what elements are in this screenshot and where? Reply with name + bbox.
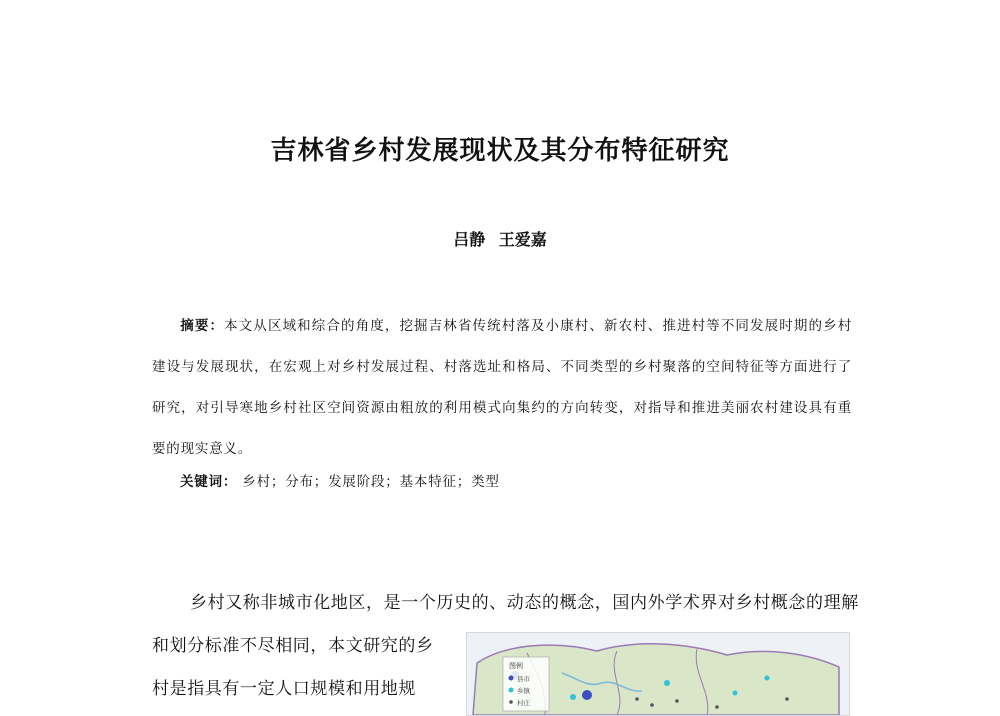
keywords-items: 乡村；分布；发展阶段；基本特征；类型 bbox=[242, 474, 500, 490]
village-dot bbox=[635, 697, 639, 701]
village-dot bbox=[785, 697, 789, 701]
town-marker bbox=[664, 680, 670, 686]
village-dot bbox=[675, 699, 679, 703]
body-line: 乡村又称非城市化地区，是一个历史的、动态的概念，国内外学术界对乡村概念的理解 bbox=[190, 593, 859, 613]
village-dot bbox=[715, 705, 719, 709]
body-line: 村是指具有一定人口规模和用地规 bbox=[152, 679, 416, 699]
village-distribution-map bbox=[466, 632, 850, 716]
legend-item: 乡镇 bbox=[517, 687, 530, 695]
legend-swatch bbox=[509, 676, 514, 681]
body-line: 和划分标准不尽相同，本文研究的乡 bbox=[152, 636, 434, 656]
town-marker bbox=[570, 694, 576, 700]
town-marker bbox=[765, 676, 770, 681]
legend-title: 图例 bbox=[509, 662, 523, 670]
map-graphic bbox=[467, 633, 849, 715]
village-dot bbox=[650, 703, 654, 707]
legend-item: 村庄 bbox=[517, 699, 530, 707]
keywords-label: 关键词： bbox=[180, 474, 238, 490]
author-name: 王爱嘉 bbox=[498, 230, 547, 249]
abstract-text: 本文从区域和综合的角度，挖掘吉林省传统村落及小康村、新农村、推进村等不同发展时期的乡村建设与发展现状，在宏观上对乡村发展过程、村落选址和格局、不同类型的乡村聚落的空间特征等方面进行了研究，对引导寒地乡村社区空间资源由粗放的利用模式向集约的方向转变，对指导和推进美丽农村建设具有重要的现实意义。 bbox=[152, 318, 852, 457]
author-list bbox=[0, 227, 1000, 250]
author-name: 吕静 bbox=[453, 230, 486, 249]
legend-swatch bbox=[509, 700, 513, 704]
city-marker bbox=[582, 690, 592, 700]
town-marker bbox=[733, 691, 738, 696]
legend-swatch bbox=[509, 688, 514, 693]
abstract-label: 摘要： bbox=[180, 318, 225, 334]
abstract-paragraph bbox=[152, 306, 852, 470]
paper-title: 吉林省乡村发展现状及其分布特征研究 bbox=[270, 136, 730, 166]
legend-item: 县市 bbox=[517, 675, 530, 683]
keywords-line bbox=[180, 470, 500, 490]
